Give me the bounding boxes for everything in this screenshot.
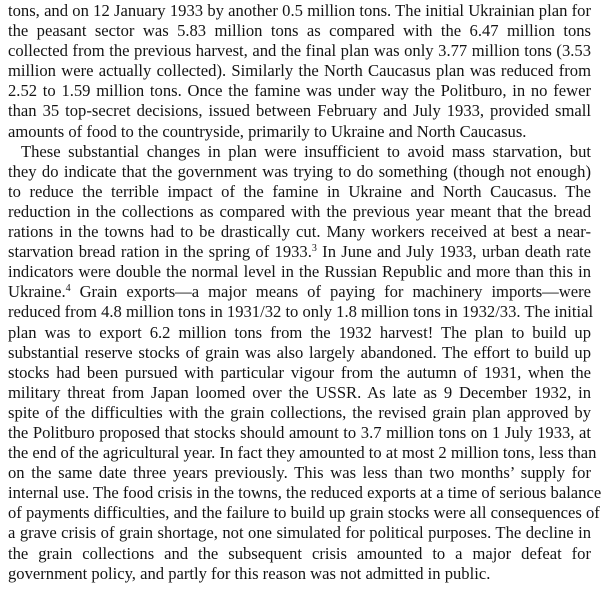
text-line: amounts of food to the countryside, primarily to Ukraine and North Caucasus.	[8, 121, 527, 141]
paragraph-2	[8, 141, 602, 584]
footnote-mark-4[interactable]: 4	[65, 283, 71, 295]
text-line: These substantial changes in plan were insufficient to avoid mass starvation, but	[21, 141, 591, 161]
text-line: the end of the agricultural year. In fact they amounted to at most 2 million tons, less than	[8, 443, 597, 463]
text-line: reduction in the collections as compared with the previous year meant that the bread	[8, 201, 591, 221]
text-line: military threat from Japan loomed over the USSR. As late as 9 December 1932, in	[8, 382, 591, 402]
text-line: than 35 top-secret decisions, issued between February and July 1933, provided small	[8, 101, 591, 121]
text-line-with-footnote	[8, 242, 591, 262]
text-line: government policy, and partly for this reason was not admitted in public.	[8, 563, 491, 583]
text-line: a grave crisis of grain shortage, not one simulated for political purposes. The decline in	[8, 523, 591, 543]
footnote-mark-3[interactable]: 3	[311, 243, 317, 255]
document-page	[8, 1, 602, 584]
text-line: reduced from 4.8 million tons in 1931/32 to only 1.8 million tons in 1932/33. The initial	[8, 302, 594, 322]
text-line: 2.52 to 1.59 million tons. Once the famine was under way the Politburo, in no fewer	[8, 81, 591, 101]
text-line: on the same date three years previously. This was less than two months’ supply for	[8, 463, 591, 483]
text-line: substantial reserve stocks of grain was also largely abandoned. The effort to build up	[8, 342, 591, 362]
text-line: of payments difficulties, and the failure to build up grain stocks were all consequences of	[8, 503, 600, 523]
text-fragment: Grain exports—a major means of paying for machinery imports—were	[70, 282, 591, 302]
text-line: spite of the difficulties with the grain collections, the revised grain plan approved by	[8, 402, 591, 422]
text-line: the peasant sector was 5.83 million tons as compared with the 6.47 million tons	[8, 21, 591, 41]
text-line: million were actually collected). Similarly the North Caucasus plan was reduced from	[8, 61, 591, 81]
text-line: stocks had been pursued with particular vigour from the autumn of 1931, when the	[8, 362, 591, 382]
text-line: tons, and on 12 January 1933 by another 0.5 million tons. The initial Ukrainian plan for	[8, 1, 591, 20]
text-fragment: Ukraine.	[8, 282, 66, 302]
text-line: the grain collections and the subsequent crisis amounted to a major defeat for	[8, 543, 591, 563]
text-line: plan was to export 6.2 million tons from the 1932 harvest! The plan to build up	[8, 322, 591, 342]
text-line: indicators were double the normal level in the Russian Republic and more than this in	[8, 262, 591, 282]
text-line: to reduce the terrible impact of the famine in Ukraine and North Caucasus. The	[8, 181, 591, 201]
text-line: the Politburo proposed that stocks should amount to 3.7 million tons on 1 July 1933, at	[8, 422, 591, 442]
text-fragment: In June and July 1933, urban death rate	[316, 242, 591, 262]
text-line: rations in the towns had to be drastically cut. Many workers received at best a near-	[8, 222, 591, 242]
paragraph-1	[8, 1, 591, 142]
text-line: internal use. The food crisis in the towns, the reduced exports at a time of serious balance	[8, 483, 602, 503]
text-line: they do indicate that the government was trying to do something (though not enough)	[8, 161, 591, 181]
text-line: collected from the previous harvest, and the final plan was only 3.77 million tons (3.53	[8, 41, 591, 61]
text-fragment: starvation bread ration in the spring of 1933.	[8, 242, 312, 262]
text-line-with-footnote	[8, 282, 591, 302]
